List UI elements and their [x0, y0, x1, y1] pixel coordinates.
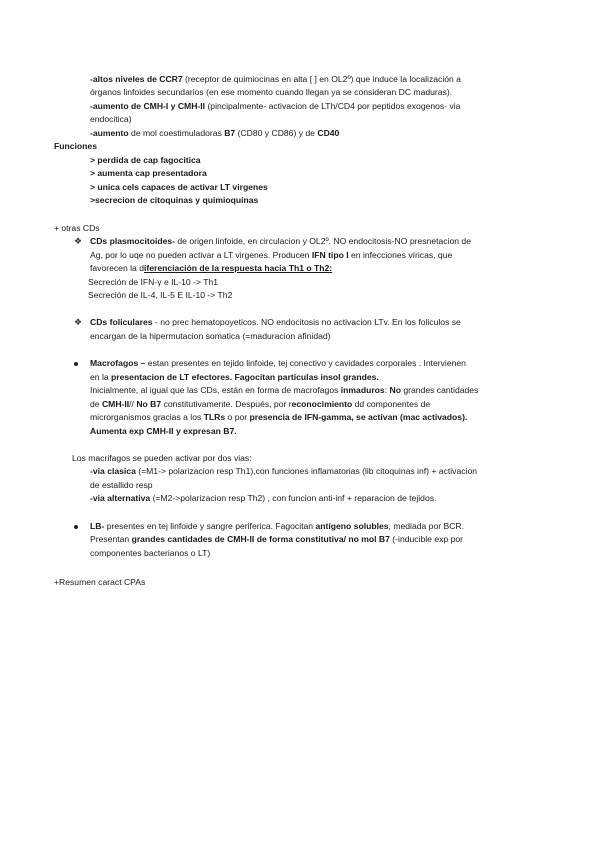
- funciones-heading: Funciones: [54, 141, 97, 151]
- line-macro-3: Inicialmente, al igual que las CDs, están en forma de macrofagos inmaduros: No grandes cantidades: [90, 385, 479, 395]
- diamond-bullet-icon: ❖: [74, 317, 83, 327]
- line-cmh: -aumento de CMH-I y CMH-II (pincipalmente- activacion de LTh/CD4 por peptidos exogenos- via: [90, 101, 461, 111]
- line-organos: órganos linfoides secundarios (en ese momento cuando llegan ya se consideran DC maduras).: [90, 87, 453, 97]
- round-bullet-icon: [74, 362, 78, 366]
- line-endocitica: endocitica): [90, 114, 132, 124]
- funcion-item: > unica cels capaces de activar LT virgenes: [90, 182, 268, 192]
- funcion-item: > perdida de cap fagocitica: [90, 155, 201, 165]
- line-lb-3: componentes bacterianos o LT): [90, 548, 211, 558]
- line-plasmocitoides: CDs plasmocitoides- de origen linfoide, en circulacion y OL2º. NO endocitosis-NO presnetacion de: [90, 236, 471, 246]
- line-secrecion-th2: Secreción de IL-4, IL-5 E IL-10 -> Th2: [88, 290, 233, 300]
- line-b7: -aumento de mol coestimuladoras B7 (CD80 y CD86) y de CD40: [90, 128, 340, 138]
- line-secrecion-th1: Secreción de IFN-γ e IL-10 -> Th1: [88, 277, 219, 287]
- funcion-item: >secrecion de citoquinas y quimioquinas: [90, 195, 259, 205]
- line-via-alternativa: -via alternativa (=M2->polarizacion resp Th2) , con funcion anti-inf + reparacion de tejidos.: [90, 493, 437, 503]
- otras-cds-heading: + otras CDs: [54, 223, 100, 233]
- line-macro-6: Aumenta exp CMH-II y expresan B7.: [90, 426, 237, 436]
- line-via-clasica-2: de estallido resp: [90, 480, 153, 490]
- line-ccr7: -altos niveles de CCR7 (receptor de quimiocinas en alta [ ] en OL2º) que induce la localización a: [90, 74, 461, 84]
- round-bullet-icon: [74, 525, 78, 529]
- line-macro-5: microrganismos gracias a los TLRs o por presencia de IFN-gamma, se activan (mac activados).: [90, 412, 468, 422]
- line-resumen: +Resumen caract CPAs: [54, 577, 146, 587]
- line-macrofagos: Macrofagos – estan presentes en tejido linfoide, tej conectivo y cavidades corporales . Intervienen: [90, 358, 466, 368]
- line-macro-4: de CMH-II// No B7 constitutivamente. Después, por reconocimiento dd componentes de: [90, 399, 431, 409]
- line-macro-2: en la presentacion de LT efectores. Fagocitan partículas insol grandes.: [90, 372, 379, 382]
- line-lb: LB- presentes en tej linfoide y sangre periferica. Fagocitan antígeno solubles, mediada por BCR.: [90, 521, 465, 531]
- funcion-item: > aumenta cap presentadora: [90, 168, 207, 178]
- line-plasmo-2: Ag, por lo uqe no pueden activar a LT virgenes. Producen IFN tipo I en infecciones víricas, que: [90, 250, 453, 260]
- line-vias-intro: Los macrifagos se pueden activar por dos vias:: [72, 453, 252, 463]
- diamond-bullet-icon: ❖: [74, 236, 83, 246]
- line-via-clasica: -via clasica (=M1-> polarizacion resp Th1),con funciones inflamatorias (lib citoquinas inf) + activacion: [90, 466, 478, 476]
- line-plasmo-3: favorecen la diferenciación de la respuesta hacia Th1 o Th2:: [90, 263, 333, 273]
- line-foliculares-2: encargan de la hipermutacion somatica (=maduracion afinidad): [90, 331, 331, 341]
- line-lb-2: Presentan grandes cantidades de CMH-II de forma constitutiva/ no mol B7 (-inducible exp por: [90, 534, 464, 544]
- line-foliculares: CDs foliculares - no prec hematopoyeticos. NO endocitosis no activacion LTv. En los foliculos se: [90, 317, 461, 327]
